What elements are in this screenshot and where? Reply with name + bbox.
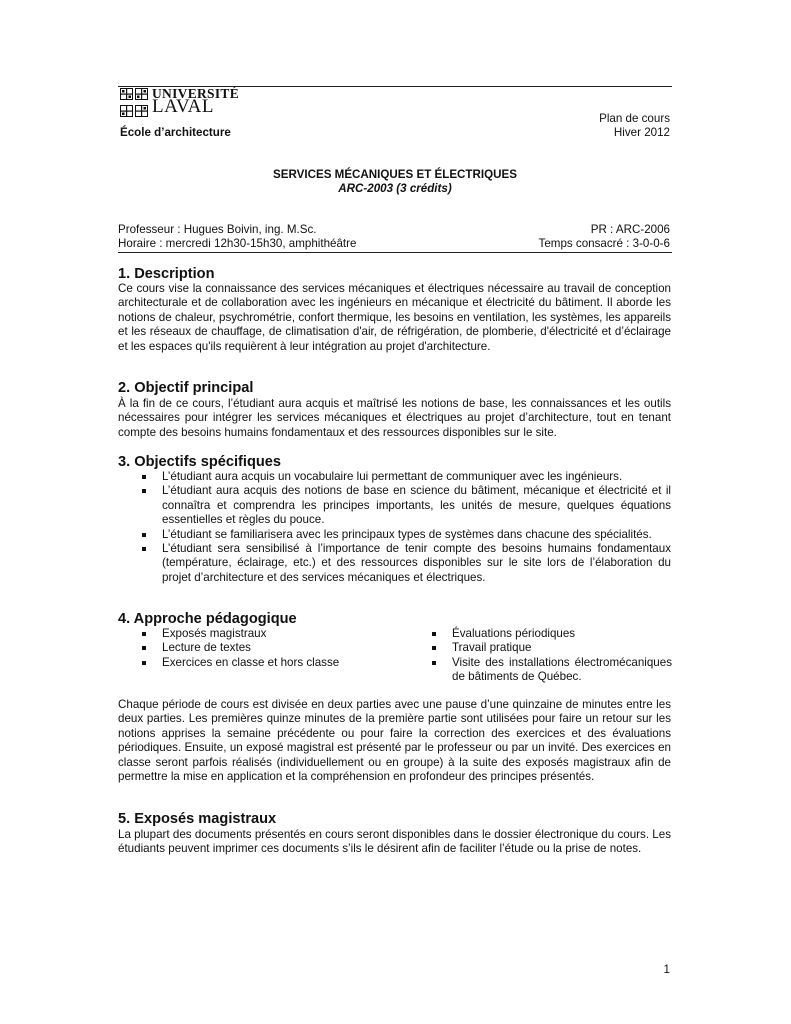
list-item: Exercices en classe et hors classe — [142, 656, 392, 670]
list-item: Visite des installations électromécaniques de bâtiments de Québec. — [432, 656, 672, 685]
section-1-text: Ce cours vise la connaissance des services mécaniques et électriques nécessaire au travail de conception architecturale et de collaboration avec les ingénieurs en mécanique et électricité du bâtiment. Il aborde les notions de chaleur, psychrométrie, confort thermique, les besoins en ventilation, les systèmes, les appareils et les réseaux de chauffage, de climatisation d'air, de réfrigération, de plomberie, d'électricité et d’éclairage et les espaces qu'ils requièrent à leur intégration au projet d'architecture. — [118, 282, 671, 353]
crest-icon — [135, 88, 148, 100]
list-item: L’étudiant aura acquis des notions de base en science du bâtiment, mécanique et électricité et il connaîtra et comprendra les principes importants, les unités de mesure, quelques équations essentielles et règles du pouce. — [142, 484, 671, 527]
course-code: ARC-2003 (3 crédits) — [338, 182, 452, 195]
list-item: L’étudiant aura acquis un vocabulaire lui permettant de communiquer avec les ingénieurs. — [142, 470, 671, 484]
crest-icon — [120, 88, 133, 100]
university-logo — [120, 87, 300, 123]
university-name-line1: UNIVERSITÉ — [152, 86, 240, 101]
bullet-icon — [142, 632, 146, 636]
bullet-icon — [142, 547, 146, 551]
page-number: 1 — [663, 963, 670, 976]
list-item: L’étudiant sera sensibilisé à l’importance de tenir compte des besoins humains fondamentaux (température, éclairage, etc.) et des ressources disponibles sur le site lors de l’élaboration du projet d’architecture et des services mécaniques et électriques. — [142, 542, 671, 585]
objectives-list — [142, 470, 671, 585]
approach-list-left — [142, 627, 392, 670]
bullet-icon — [432, 632, 436, 636]
university-name-line2: LAVAL — [152, 96, 214, 117]
bullet-icon — [142, 475, 146, 479]
school-name: École d’architecture — [120, 126, 231, 139]
schedule: Horaire : mercredi 12h30-15h30, amphithéâtre — [118, 237, 357, 250]
professor: Professeur : Hugues Boivin, ing. M.Sc. — [118, 223, 317, 236]
section-4-text: Chaque période de cours est divisée en deux parties avec une pause d’une quinzaine de minutes entre les deux parties. Les premières quinze minutes de la première partie sont utilisées pour faire un retour sur les notions apprises la semaine précédente ou pour faire la correction des exercices et des évaluations périodiques. Ensuite, un exposé magistral est présenté par le professeur ou par un invité. Des exercices en classe seront parfois réalisés (individuellement ou en groupe) à la suite des exposés magistraux afin de permettre la mise en application et la compréhension en profondeur des principes présentés. — [118, 698, 671, 784]
course-title: SERVICES MÉCANIQUES ET ÉLECTRIQUES — [273, 168, 517, 181]
crest-icon — [135, 105, 148, 117]
section-2-title: 2. Objectif principal — [118, 380, 254, 396]
section-1-title: 1. Description — [118, 266, 215, 282]
list-item: Travail pratique — [432, 641, 672, 655]
document-type: Plan de cours — [599, 112, 670, 125]
list-item: Évaluations périodiques — [432, 627, 672, 641]
bullet-icon — [432, 646, 436, 650]
bullet-icon — [142, 646, 146, 650]
bullet-icon — [142, 489, 146, 493]
section-5-text: La plupart des documents présentés en cours seront disponibles dans le dossier électronique du cours. Les étudiants peuvent imprimer ces documents s’ils le désirent afin de faciliter l’étude ou la prise de notes. — [118, 828, 671, 856]
time-allocation: Temps consacré : 3-0-0-6 — [538, 237, 670, 250]
bullet-icon — [142, 661, 146, 665]
section-3-title: 3. Objectifs spécifiques — [118, 454, 282, 470]
bullet-icon — [142, 533, 146, 537]
section-5-title: 5. Exposés magistraux — [118, 811, 277, 827]
approach-list-right — [432, 627, 672, 685]
term: Hiver 2012 — [613, 126, 670, 139]
crest-icon — [120, 105, 133, 117]
list-item: Lecture de textes — [142, 641, 392, 655]
section-4-title: 4. Approche pédagogique — [118, 611, 297, 627]
section-2-text: À la fin de ce cours, l’étudiant aura acquis et maîtrisé les notions de base, les connaissances et les outils nécessaires pour intégrer les services mécaniques et électriques au projet d’architecture, tout en tenant compte des besoins humains fondamentaux et des ressources disponibles sur le site. — [118, 397, 671, 439]
list-item: L’étudiant se familiarisera avec les principaux types de systèmes dans chacune des spécialités. — [142, 528, 671, 542]
header-divider — [118, 252, 672, 253]
prerequisite: PR : ARC-2006 — [590, 223, 670, 236]
bullet-icon — [432, 661, 436, 665]
list-item: Exposés magistraux — [142, 627, 392, 641]
